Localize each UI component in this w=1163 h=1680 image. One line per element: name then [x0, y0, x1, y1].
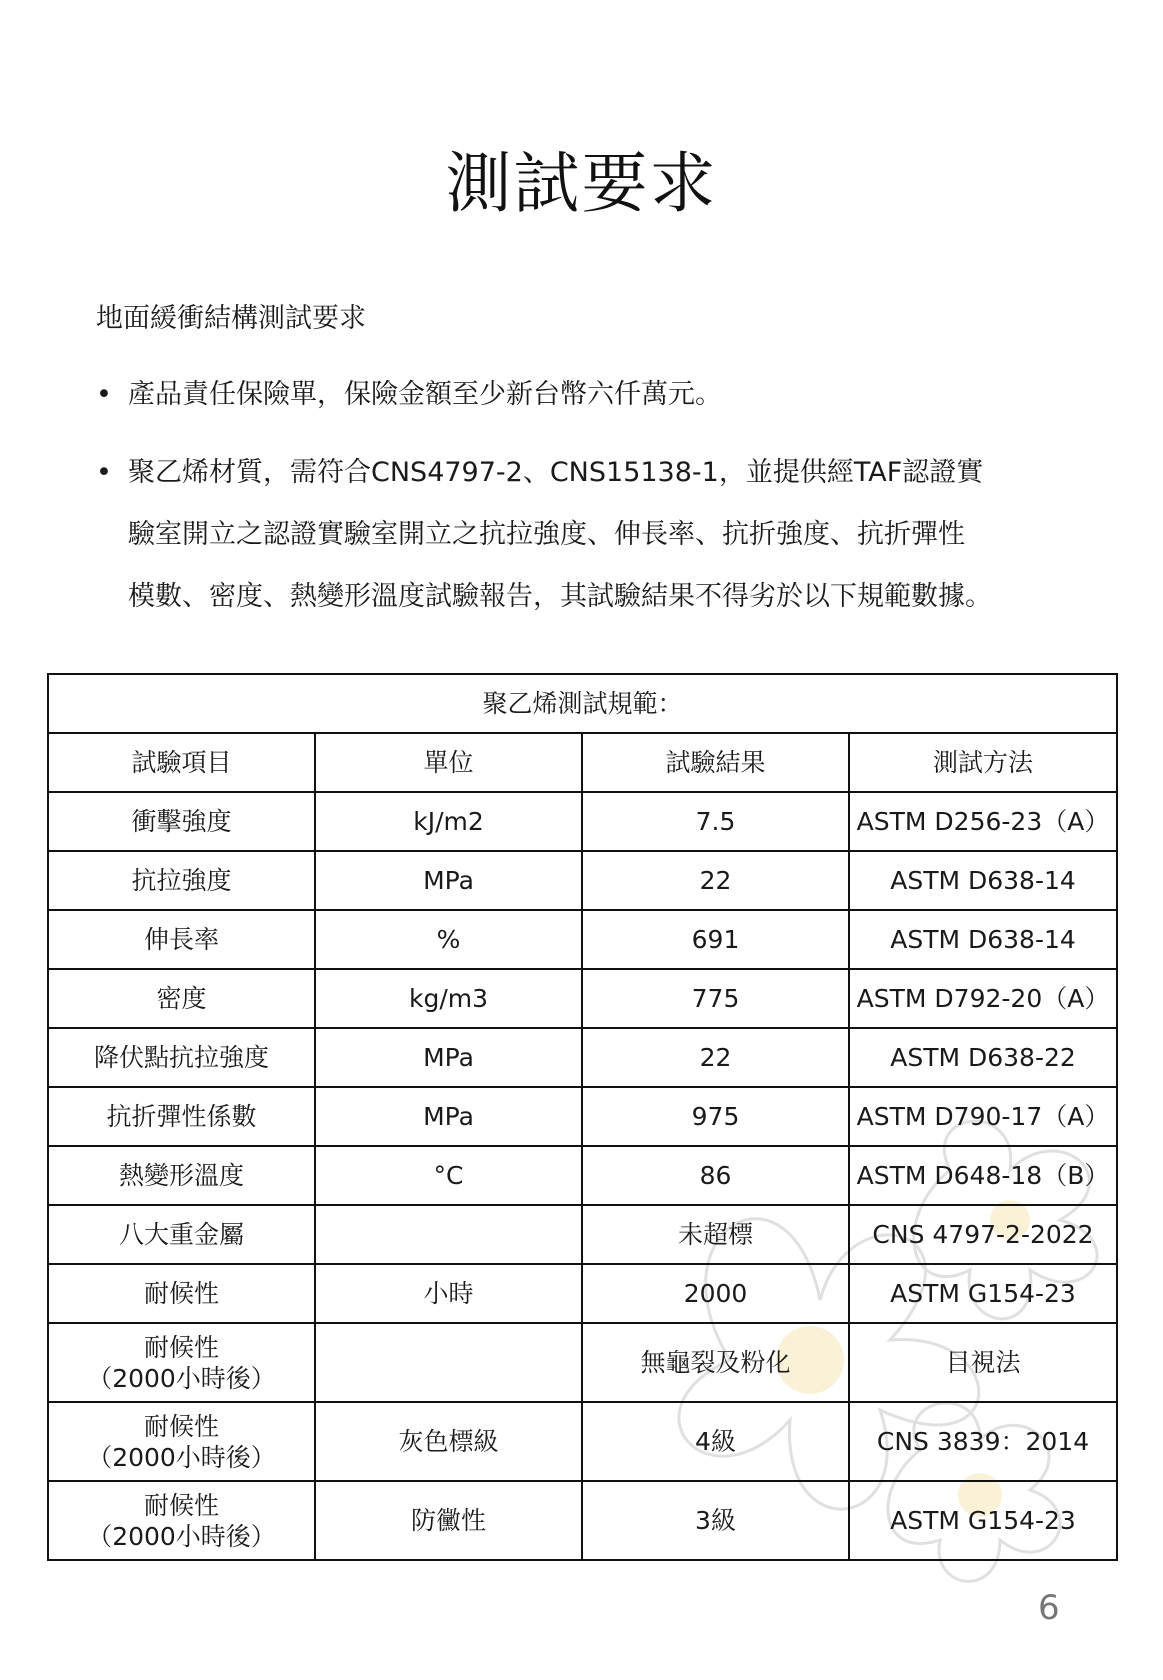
- polyethylene-spec-table: [47, 673, 1118, 1561]
- table-row: [48, 1146, 1117, 1205]
- cell-unit: 小時: [315, 1264, 582, 1323]
- cell-result: 691: [582, 910, 849, 969]
- header-method: 測試方法: [849, 733, 1117, 792]
- cell-method: 目視法: [849, 1323, 1117, 1402]
- cell-result: 22: [582, 1028, 849, 1087]
- cell-unit: MPa: [315, 1028, 582, 1087]
- table-row: [48, 792, 1117, 851]
- page-title: 測試要求: [445, 145, 718, 222]
- cell-method: CNS 4797-2-2022: [849, 1205, 1117, 1264]
- bullet-line: 聚乙烯材質，需符合CNS4797-2、CNS15138-1，並提供經TAF認證實: [128, 457, 984, 488]
- cell-item-line: （2000小時後）: [87, 1363, 276, 1393]
- cell-result: 3級: [582, 1481, 849, 1560]
- cell-result: 2000: [582, 1264, 849, 1323]
- cell-item: 密度: [48, 969, 315, 1028]
- section-subtitle: 地面緩衝結構測試要求: [96, 303, 366, 334]
- cell-item: 耐候性: [48, 1264, 315, 1323]
- page-number: 6: [1038, 1588, 1060, 1628]
- cell-result: 4級: [582, 1402, 849, 1481]
- header-item: 試驗項目: [48, 733, 315, 792]
- cell-result: 975: [582, 1087, 849, 1146]
- cell-unit: kg/m3: [315, 969, 582, 1028]
- bullet-dot: •: [96, 457, 112, 488]
- cell-method: ASTM D638-14: [849, 910, 1117, 969]
- cell-item-line: 耐候性: [143, 1411, 219, 1441]
- cell-method: ASTM D256-23（A）: [849, 792, 1117, 851]
- cell-item: 八大重金屬: [48, 1205, 315, 1264]
- table-row: [48, 1205, 1117, 1264]
- cell-method: ASTM D638-22: [849, 1028, 1117, 1087]
- cell-result: 7.5: [582, 792, 849, 851]
- cell-unit: [315, 1323, 582, 1402]
- cell-result: 未超標: [582, 1205, 849, 1264]
- cell-item-line: 耐候性: [143, 1490, 219, 1520]
- table-caption: 聚乙烯測試規範：: [48, 674, 1117, 733]
- cell-method: ASTM D792-20（A）: [849, 969, 1117, 1028]
- cell-unit: °C: [315, 1146, 582, 1205]
- table-row: [48, 851, 1117, 910]
- cell-item: 降伏點抗拉強度: [48, 1028, 315, 1087]
- table-row: [48, 1402, 1117, 1481]
- cell-method: ASTM G154-23: [849, 1264, 1117, 1323]
- cell-result: 無龜裂及粉化: [582, 1323, 849, 1402]
- bullet-line: 驗室開立之認證實驗室開立之抗拉強度、伸長率、抗折強度、抗折彈性: [128, 519, 965, 550]
- table-row: [48, 1028, 1117, 1087]
- table-row: [48, 969, 1117, 1028]
- cell-unit: kJ/m2: [315, 792, 582, 851]
- cell-unit: [315, 1205, 582, 1264]
- cell-item: 熱變形溫度: [48, 1146, 315, 1205]
- cell-item: 衝擊強度: [48, 792, 315, 851]
- cell-method: ASTM D638-14: [849, 851, 1117, 910]
- cell-method: ASTM D790-17（A）: [849, 1087, 1117, 1146]
- cell-item: [48, 1323, 315, 1402]
- cell-item-line: 耐候性: [143, 1332, 219, 1362]
- cell-unit: MPa: [315, 851, 582, 910]
- cell-method: CNS 3839：2014: [849, 1402, 1117, 1481]
- cell-item: 抗拉強度: [48, 851, 315, 910]
- cell-item-line: （2000小時後）: [87, 1442, 276, 1472]
- cell-unit: MPa: [315, 1087, 582, 1146]
- header-result: 試驗結果: [582, 733, 849, 792]
- table-row: [48, 1087, 1117, 1146]
- cell-method: ASTM G154-23: [849, 1481, 1117, 1560]
- cell-item-line: （2000小時後）: [87, 1521, 276, 1551]
- cell-result: 22: [582, 851, 849, 910]
- table-row: [48, 1481, 1117, 1560]
- cell-item: 抗折彈性係數: [48, 1087, 315, 1146]
- header-unit: 單位: [315, 733, 582, 792]
- cell-unit: 防黴性: [315, 1481, 582, 1560]
- table-row: [48, 910, 1117, 969]
- bullet-line: 模數、密度、熱變形溫度試驗報告，其試驗結果不得劣於以下規範數據。: [128, 581, 992, 612]
- cell-unit: 灰色標級: [315, 1402, 582, 1481]
- cell-method: ASTM D648-18（B）: [849, 1146, 1117, 1205]
- table-header-row: [48, 733, 1117, 792]
- cell-item: [48, 1402, 315, 1481]
- bullet-line: 產品責任保險單，保險金額至少新台幣六仟萬元。: [128, 379, 722, 410]
- cell-unit: %: [315, 910, 582, 969]
- table-row: [48, 1323, 1117, 1402]
- table-row: [48, 1264, 1117, 1323]
- cell-result: 775: [582, 969, 849, 1028]
- cell-item: 伸長率: [48, 910, 315, 969]
- cell-item: [48, 1481, 315, 1560]
- bullet-dot: •: [96, 379, 112, 410]
- cell-result: 86: [582, 1146, 849, 1205]
